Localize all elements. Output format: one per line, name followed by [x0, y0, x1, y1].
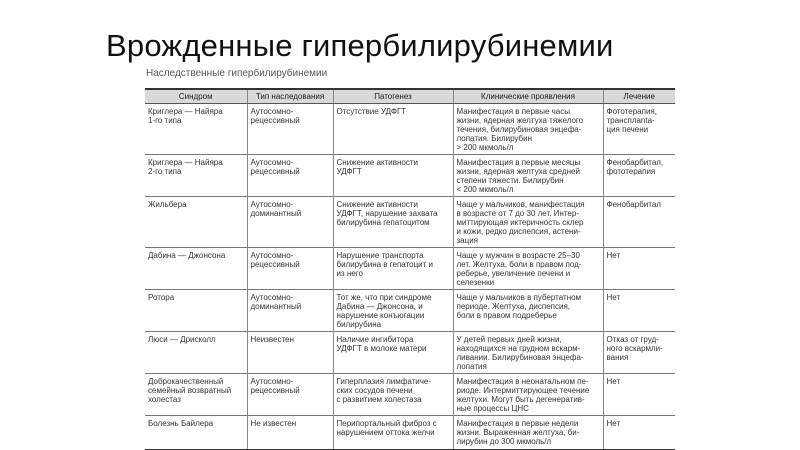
cell-text: Люси — Дрисколл — [148, 335, 216, 344]
cell-inheritance — [247, 104, 333, 155]
cell-text: Чаще у мужчин в возрасте 25–30 лет. Желтуха, боли в правом под- реберье, увеличение печени и селезенки — [456, 251, 582, 287]
cell-text: Ротора — [148, 293, 175, 302]
table-row — [145, 332, 675, 374]
cell-text: Нет — [606, 419, 621, 428]
cell-text: Нет — [606, 377, 621, 386]
cell-pathogenesis — [333, 416, 453, 450]
cell-text: Криглера — Найяра 1-го типа — [148, 107, 223, 125]
cell-treatment — [603, 197, 675, 248]
cell-text: Нет — [606, 251, 621, 260]
column-header-inheritance: Тип наследования — [247, 89, 333, 104]
cell-text: Аутосомно- рецессивный — [250, 158, 300, 176]
cell-text: Жильбера — [148, 200, 187, 209]
cell-syndrome — [145, 416, 247, 450]
cell-inheritance — [247, 374, 333, 416]
cell-inheritance — [247, 155, 333, 197]
column-header-treatment: Лечение — [603, 89, 675, 104]
cell-clinical — [453, 155, 603, 197]
cell-pathogenesis — [333, 104, 453, 155]
cell-text: Дабина — Джонсона — [148, 251, 226, 260]
cell-text: Чаще у мальчиков, манифестация в возрасте от 7 до 30 лет. Интер- миттирующая иктеричность склер и кожи, редко диспепсия, астени- зация — [456, 200, 585, 245]
cell-pathogenesis — [333, 290, 453, 332]
cell-text: Неизвестен — [250, 335, 294, 344]
cell-treatment — [603, 104, 675, 155]
cell-treatment — [603, 290, 675, 332]
cell-clinical — [453, 416, 603, 450]
cell-syndrome — [145, 155, 247, 197]
cell-text: Аутосомно- рецессивный — [250, 377, 300, 395]
cell-text: Манифестация в первые часы жизни, ядерная желтуха тяжелого течения, билирубиновая энцефа- лопатия. Билирубин > 200 мкмоль/л — [456, 107, 584, 152]
cell-text: Нарушение транспорта билирубина в гепатоцит и из него — [336, 251, 433, 278]
cell-text: Доброкачественный семейный возвратный холестаз — [148, 377, 232, 404]
cell-text: Манифестация в первые месяцы жизни, ядерная желтуха средней степени тяжести. Билирубин < 200 мкмоль/л — [456, 158, 581, 194]
table-header-row — [145, 89, 675, 104]
cell-pathogenesis — [333, 155, 453, 197]
cell-clinical — [453, 374, 603, 416]
cell-syndrome — [145, 104, 247, 155]
cell-pathogenesis — [333, 248, 453, 290]
cell-clinical — [453, 290, 603, 332]
cell-treatment — [603, 332, 675, 374]
cell-clinical — [453, 248, 603, 290]
cell-text: Чаще у мальчиков в пубертатном периоде. Желтуха, диспепсия, боли в правом подреберье — [456, 293, 582, 320]
cell-syndrome — [145, 290, 247, 332]
cell-syndrome — [145, 248, 247, 290]
cell-syndrome — [145, 374, 247, 416]
table-row — [145, 290, 675, 332]
cell-inheritance — [247, 248, 333, 290]
cell-pathogenesis — [333, 197, 453, 248]
column-header-pathogenesis: Патогенез — [333, 89, 453, 104]
cell-text: Манифестация в неонатальном пе- риоде. Интермиттирующее течение желтухи. Могут быть дегенератив- ные процессы ЦНС — [456, 377, 590, 413]
cell-text: Аутосомно- рецессивный — [250, 251, 300, 269]
cell-text: Снижение активности УДФГТ, нарушение захвата билирубина гепатоцитом — [336, 200, 438, 227]
cell-text: Снижение активности УДФГТ — [336, 158, 418, 176]
cell-clinical — [453, 197, 603, 248]
table-row — [145, 155, 675, 197]
cell-text: Аутосомно- доминантный — [250, 293, 302, 311]
cell-text: Нет — [606, 293, 621, 302]
cell-text: Аутосомно- доминантный — [250, 200, 302, 218]
cell-clinical — [453, 104, 603, 155]
table-row — [145, 104, 675, 155]
cell-syndrome — [145, 197, 247, 248]
cell-text: Криглера — Найяра 2-го типа — [148, 158, 223, 176]
hyperbilirubinemia-table — [145, 88, 675, 450]
column-header-syndrome: Синдром — [145, 89, 247, 104]
cell-text: Тот же, что при синдроме Дабина — Джонсона, и нарушение конъюгации билирубина — [336, 293, 432, 329]
cell-text: Манифестация в первые недели жизни. Выраженная желтуха, би- лирубин до 300 мкмоль/л — [456, 419, 580, 446]
column-header-clinical: Клинические проявления — [453, 89, 603, 104]
cell-inheritance — [247, 332, 333, 374]
cell-pathogenesis — [333, 332, 453, 374]
cell-text: Аутосомно- рецессивный — [250, 107, 300, 125]
table-caption-cropped — [146, 68, 386, 86]
cell-text: Отсутствие УДФГТ — [336, 107, 407, 116]
cell-text: Болезнь Байлера — [148, 419, 214, 428]
cell-inheritance — [247, 290, 333, 332]
cell-text: Не известен — [250, 419, 297, 428]
cell-pathogenesis — [333, 374, 453, 416]
slide-title: Врожденные гипербилирубинемии — [106, 28, 614, 63]
cell-text: Фенобарбитал — [606, 200, 661, 209]
cell-clinical — [453, 332, 603, 374]
table-row — [145, 416, 675, 450]
cell-inheritance — [247, 197, 333, 248]
cell-treatment — [603, 416, 675, 450]
cell-treatment — [603, 155, 675, 197]
cell-text: Перипортальный фиброз с нарушением оттока желчи — [336, 419, 437, 437]
cell-syndrome — [145, 332, 247, 374]
cell-text: У детей первых дней жизни, находящихся на грудном вскарм- ливании. Билирубиновая энцефа- лопатия — [456, 335, 584, 371]
table-caption-text: Наследственные гипербилирубинемии — [146, 68, 328, 79]
cell-text: Гиперплазия лимфатиче- ских сосудов печени с развитием холестаза — [336, 377, 432, 404]
table-row — [145, 374, 675, 416]
table-row — [145, 197, 675, 248]
cell-text: Фототерапия, трансплanta- ция печени — [606, 107, 657, 134]
cell-treatment — [603, 374, 675, 416]
cell-text: Отказ от груд- ного вскармли- вания — [606, 335, 663, 362]
cell-text: Наличие ингибитора УДФГТ в молоке матери — [336, 335, 427, 353]
cell-text: Фенобарбитал, фототерапия — [606, 158, 664, 176]
cell-inheritance — [247, 416, 333, 450]
cell-treatment — [603, 248, 675, 290]
table-row — [145, 248, 675, 290]
